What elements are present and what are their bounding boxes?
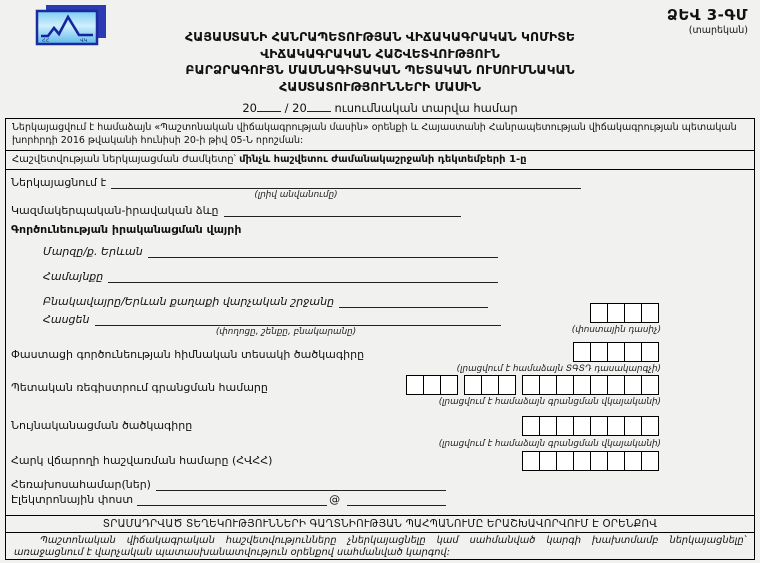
email-row [11,492,446,506]
code-cell[interactable] [590,342,608,362]
code-cell[interactable] [556,416,574,436]
register-number-grid-2[interactable] [464,375,515,395]
code-cell[interactable] [498,375,516,395]
title-subject-2: ՀԱՍՏԱՏՈՒԹՅՈՒՆՆԵՐԻ ՄԱՍԻՆ [279,78,481,94]
activity-code-hint: (լրացվում է համաձայն ՏԳՏԴ դասակարգչի) [456,364,661,374]
code-cell[interactable] [607,375,625,395]
identification-code-grid[interactable] [522,416,658,436]
code-cell[interactable] [607,303,625,323]
code-cell[interactable] [573,342,591,362]
phone-input-line[interactable] [156,477,446,491]
title-report: ՎԻՃԱԿԱԳՐԱԿԱՆ ՀԱՇՎԵՏՎՈՒԹՅՈՒՆ [260,45,500,61]
identification-code-row [11,419,192,432]
code-cell[interactable] [590,303,608,323]
code-cell[interactable] [590,451,608,471]
region-row [43,244,498,258]
code-cell[interactable] [440,375,458,395]
code-cell[interactable] [406,375,424,395]
register-number-grid-3[interactable] [522,375,658,395]
code-cell[interactable] [573,451,591,471]
code-cell[interactable] [641,375,659,395]
academic-year-line [0,99,760,115]
settlement-label: Բնակավայրը/Երևան քաղաքի վարչական շրջանը [43,295,335,308]
deadline-value: մինչև հաշվետու ժամանակաշրջանի դեկտեմբերի 1-ը [239,154,527,165]
form-code: ՁԵՎ 3-ԳՄ [666,6,748,24]
form-periodicity: (տարեկան) [688,25,748,36]
deadline-label: Հաշվետվության ներկայացման ժամկետը՝ [12,154,236,165]
identification-code-hint: (լրացվում է համաձայն գրանցման վկայականի) [438,439,661,449]
code-cell[interactable] [539,375,557,395]
code-cell[interactable] [624,342,642,362]
phone-label: Հեռախոսահամար(ներ) [11,478,151,491]
code-cell[interactable] [556,451,574,471]
code-cell[interactable] [539,416,557,436]
deadline-row [6,151,754,170]
presenter-hint: (լրիվ անվանումը) [254,190,338,200]
email-local-input-line[interactable] [137,492,327,506]
presenter-label: Ներկայացնում է [11,176,107,189]
activity-code-label: Փաստացի գործունեության հիմնական տեսակի ծածկագիրը [11,348,365,361]
register-number-row [11,381,268,394]
postal-code-grid[interactable] [590,303,658,323]
address-label: Հասցեն [43,313,90,326]
email-at-sign: @ [329,493,341,506]
community-label: Համայնքը [43,270,104,283]
community-input-line[interactable] [108,269,498,283]
register-number-grid-1[interactable] [406,375,457,395]
code-cell[interactable] [590,416,608,436]
code-cell[interactable] [423,375,441,395]
code-cell[interactable] [464,375,482,395]
legal-basis-note: Ներկայացվում է համաձայն «Պաշտոնական վիճակագրության մասին» օրենքի և Հայաստանի Հանրապետության վիճակագրության պետական խորհրդի 2016 թվականի հունիսի 20-ի թիվ 05-Ն որոշման: [6,119,754,151]
code-cell[interactable] [607,451,625,471]
code-cell[interactable] [522,375,540,395]
code-cell[interactable] [624,303,642,323]
title-subject-1: ԲԱՐՁՐԱԳՈՒՅՆ ՄԱՍՆԱԳԻՏԱԿԱՆ ՊԵՏԱԿԱՆ ՈՒՍՈՒՄՆԱԿԱՆ [185,62,575,77]
liability-note: Պաշտոնական վիճակագրական հաշվետվությունները չներկայացնելը կամ սահմանված կարգի խախտմամբ ներկայացնելը՝ առաջացնում է վարչական պատասխանատվություն օրենքով սահմանված կարգով: [14,535,746,558]
code-cell[interactable] [556,375,574,395]
code-cell[interactable] [641,342,659,362]
presenter-input-line[interactable] [111,175,581,189]
code-cell[interactable] [607,416,625,436]
year2-prefix: 20 [292,101,307,115]
legal-form-input-line[interactable] [224,203,462,217]
region-label: Մարզը/ք. Երևան [43,245,143,258]
tin-label: Հարկ վճարողի հաշվառման համարը (ՀՎՀՀ) [11,454,273,467]
code-cell[interactable] [481,375,499,395]
address-hint: (փողոցը, շենքը, բնակարանը) [215,327,357,337]
activity-code-grid[interactable] [573,342,658,362]
code-cell[interactable] [641,416,659,436]
form-body [5,118,755,560]
code-cell[interactable] [607,342,625,362]
address-input-line[interactable] [95,312,502,326]
address-row [43,312,501,326]
legal-form-label: Կազմակերպական-իրավական ձևը [11,204,219,217]
code-cell[interactable] [573,416,591,436]
register-number-hint: (լրացվում է համաձայն գրանցման վկայականի) [438,397,661,407]
code-cell[interactable] [522,416,540,436]
location-heading: Գործունեության իրականացման վայրի [11,223,242,236]
settlement-row [43,294,488,308]
logo-letters-left: ՀՀ [42,38,50,44]
logo-letters-right: ՎԿ [80,38,88,44]
code-cell[interactable] [624,451,642,471]
code-cell[interactable] [573,375,591,395]
tin-row [11,454,272,467]
code-cell[interactable] [590,375,608,395]
code-cell[interactable] [539,451,557,471]
code-cell[interactable] [624,375,642,395]
legal-form-row [11,203,461,217]
year1-blank-field[interactable] [257,99,281,112]
registration-fields [6,170,754,515]
postal-code-hint: (փոստային դասիչ) [571,325,661,335]
tin-grid[interactable] [522,451,658,471]
identification-code-label: Նույնականացման ծածկագիրը [11,419,193,432]
code-cell[interactable] [641,451,659,471]
title-committee: ՀԱՅԱՍՏԱՆԻ ՀԱՆՐԱՊԵՏՈՒԹՅԱՆ ՎԻՃԱԿԱԳՐԱԿԱՆ ԿՈՄԻՏԵ [185,29,575,44]
activity-code-row [11,348,364,361]
email-label: Էլեկտրոնային փոստ [11,493,134,506]
region-input-line[interactable] [148,244,498,258]
confidentiality-banner: ՏՐԱՄԱԴՐՎԱԾ ՏԵՂԵԿՈՒԹՅՈՒՆՆԵՐԻ ԳԱՂՏՆԻՈՒԹՅԱՆ ՊԱՀՊԱՆՈՒՄԸ ԵՐԱՇԽԱՎՈՐՎՈՒՄ Է ՕՐԵՆՔՈՎ [6,515,754,533]
phone-row [11,477,446,491]
form-titles [0,29,760,95]
year-line-suffix: ուսումնական տարվա համար [334,101,518,115]
code-cell[interactable] [522,451,540,471]
community-row [43,269,498,283]
code-cell[interactable] [624,416,642,436]
year1-prefix: 20 [242,101,257,115]
year-separator: / [284,101,289,115]
code-cell[interactable] [641,303,659,323]
presenter-row [11,175,581,189]
email-domain-input-line[interactable] [347,492,446,506]
settlement-input-line[interactable] [339,294,488,308]
year2-blank-field[interactable] [307,99,331,112]
register-number-label: Պետական ռեգիստրում գրանցման համարը [11,381,268,394]
